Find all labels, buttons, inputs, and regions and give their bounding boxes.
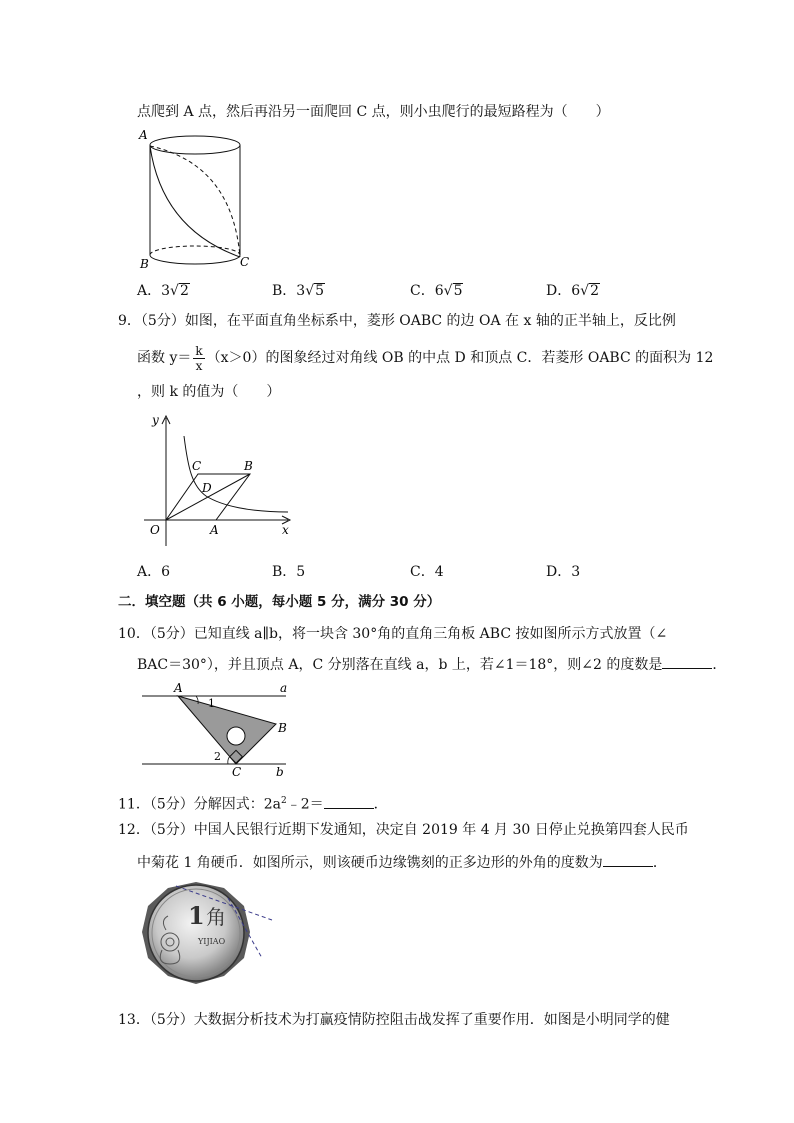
label-c-point: C bbox=[232, 765, 242, 779]
q8-option-d: D．6√2 bbox=[546, 283, 599, 299]
q8-option-a: A．3√2 bbox=[137, 283, 189, 299]
rhombus-hyperbola-figure bbox=[140, 408, 300, 548]
label-a-point: A bbox=[174, 681, 183, 695]
q9-option-c: C．4 bbox=[410, 564, 444, 580]
label-c: C bbox=[192, 459, 202, 473]
coin-pinyin: YIJIAO bbox=[198, 937, 226, 946]
label-x: x bbox=[282, 523, 289, 537]
q8-option-b: B．3√5 bbox=[272, 283, 325, 299]
coin-character: 角 bbox=[206, 905, 226, 929]
triangle-parallel-lines-figure bbox=[136, 680, 296, 780]
q10-answer-blank bbox=[662, 654, 712, 669]
q11-line: 11．（5分）分解因式：$2a^2﹣2=$ ． bbox=[118, 791, 388, 815]
label-angle-2: 2 bbox=[214, 750, 221, 763]
label-c: C bbox=[240, 255, 250, 269]
label-b: B bbox=[140, 257, 149, 271]
label-b: B bbox=[244, 459, 253, 473]
q8-text: 点爬到 A 点，然后再沿另一面爬回 C 点，则小虫爬行的最短路程为（ ） bbox=[137, 104, 610, 120]
label-b-point: B bbox=[278, 721, 287, 735]
q12-answer-blank bbox=[603, 852, 653, 867]
q9-option-a: A．6 bbox=[137, 564, 171, 580]
fraction-k-over-x: $\frac{k}{x}$ bbox=[195, 343, 203, 373]
label-y: y bbox=[152, 413, 159, 427]
q10-line1: 10．（5分）已知直线 a∥b，将一块含 30°角的直角三角板 ABC 按如图所示方式放置（∠ bbox=[118, 626, 668, 642]
section-heading: 二．填空题（共 6 小题，每小题 5 分，满分 30 分） bbox=[118, 594, 441, 610]
q12-line1: 12．（5分）中国人民银行近期下发通知，决定自 2019 年 4 月 30 日停止兑换第四套人民币 bbox=[118, 822, 689, 838]
q9-option-d: D．3 bbox=[546, 564, 581, 580]
label-a: A bbox=[210, 523, 219, 537]
label-a-line: a bbox=[280, 681, 288, 695]
label-d: D bbox=[202, 481, 212, 495]
coin-digit: 1 bbox=[188, 901, 205, 930]
label-o: O bbox=[150, 523, 160, 537]
label-b-line: b bbox=[276, 765, 284, 779]
q9-line3: ，则 k 的值为（ ） bbox=[137, 384, 281, 400]
q12-line2: 中菊花 1 角硬币．如图所示，则该硬币边缘镌刻的正多边形的外角的度数为 ． bbox=[137, 852, 667, 873]
cylinder-figure bbox=[136, 124, 256, 272]
label-angle-1: 1 bbox=[208, 697, 215, 710]
q10-line2: BAC＝30°），并且顶点 A，C 分别落在直线 a，b 上，若∠1＝18°，则∠2 的度数是 ． bbox=[137, 654, 726, 675]
label-a: A bbox=[139, 128, 148, 142]
q8-option-c: C．6√5 bbox=[410, 283, 463, 299]
q9-line2: 函数 y＝ $\frac{k}{x}$ （x＞0）的图象经过对角线 OB 的中点 D 和顶点 C．若菱形 OABC 的面积为 12 bbox=[137, 343, 714, 373]
q11-answer-blank bbox=[324, 794, 374, 809]
q9-line1: 9．（5分）如图，在平面直角坐标系中，菱形 OABC 的边 OA 在 x 轴的正半轴上，反比例 bbox=[118, 313, 676, 329]
q9-option-b: B．5 bbox=[272, 564, 306, 580]
coin-figure bbox=[136, 880, 276, 990]
q13-line1: 13．（5分）大数据分析技术为打赢疫情防控阻击战发挥了重要作用．如图是小明同学的健 bbox=[118, 1012, 670, 1028]
